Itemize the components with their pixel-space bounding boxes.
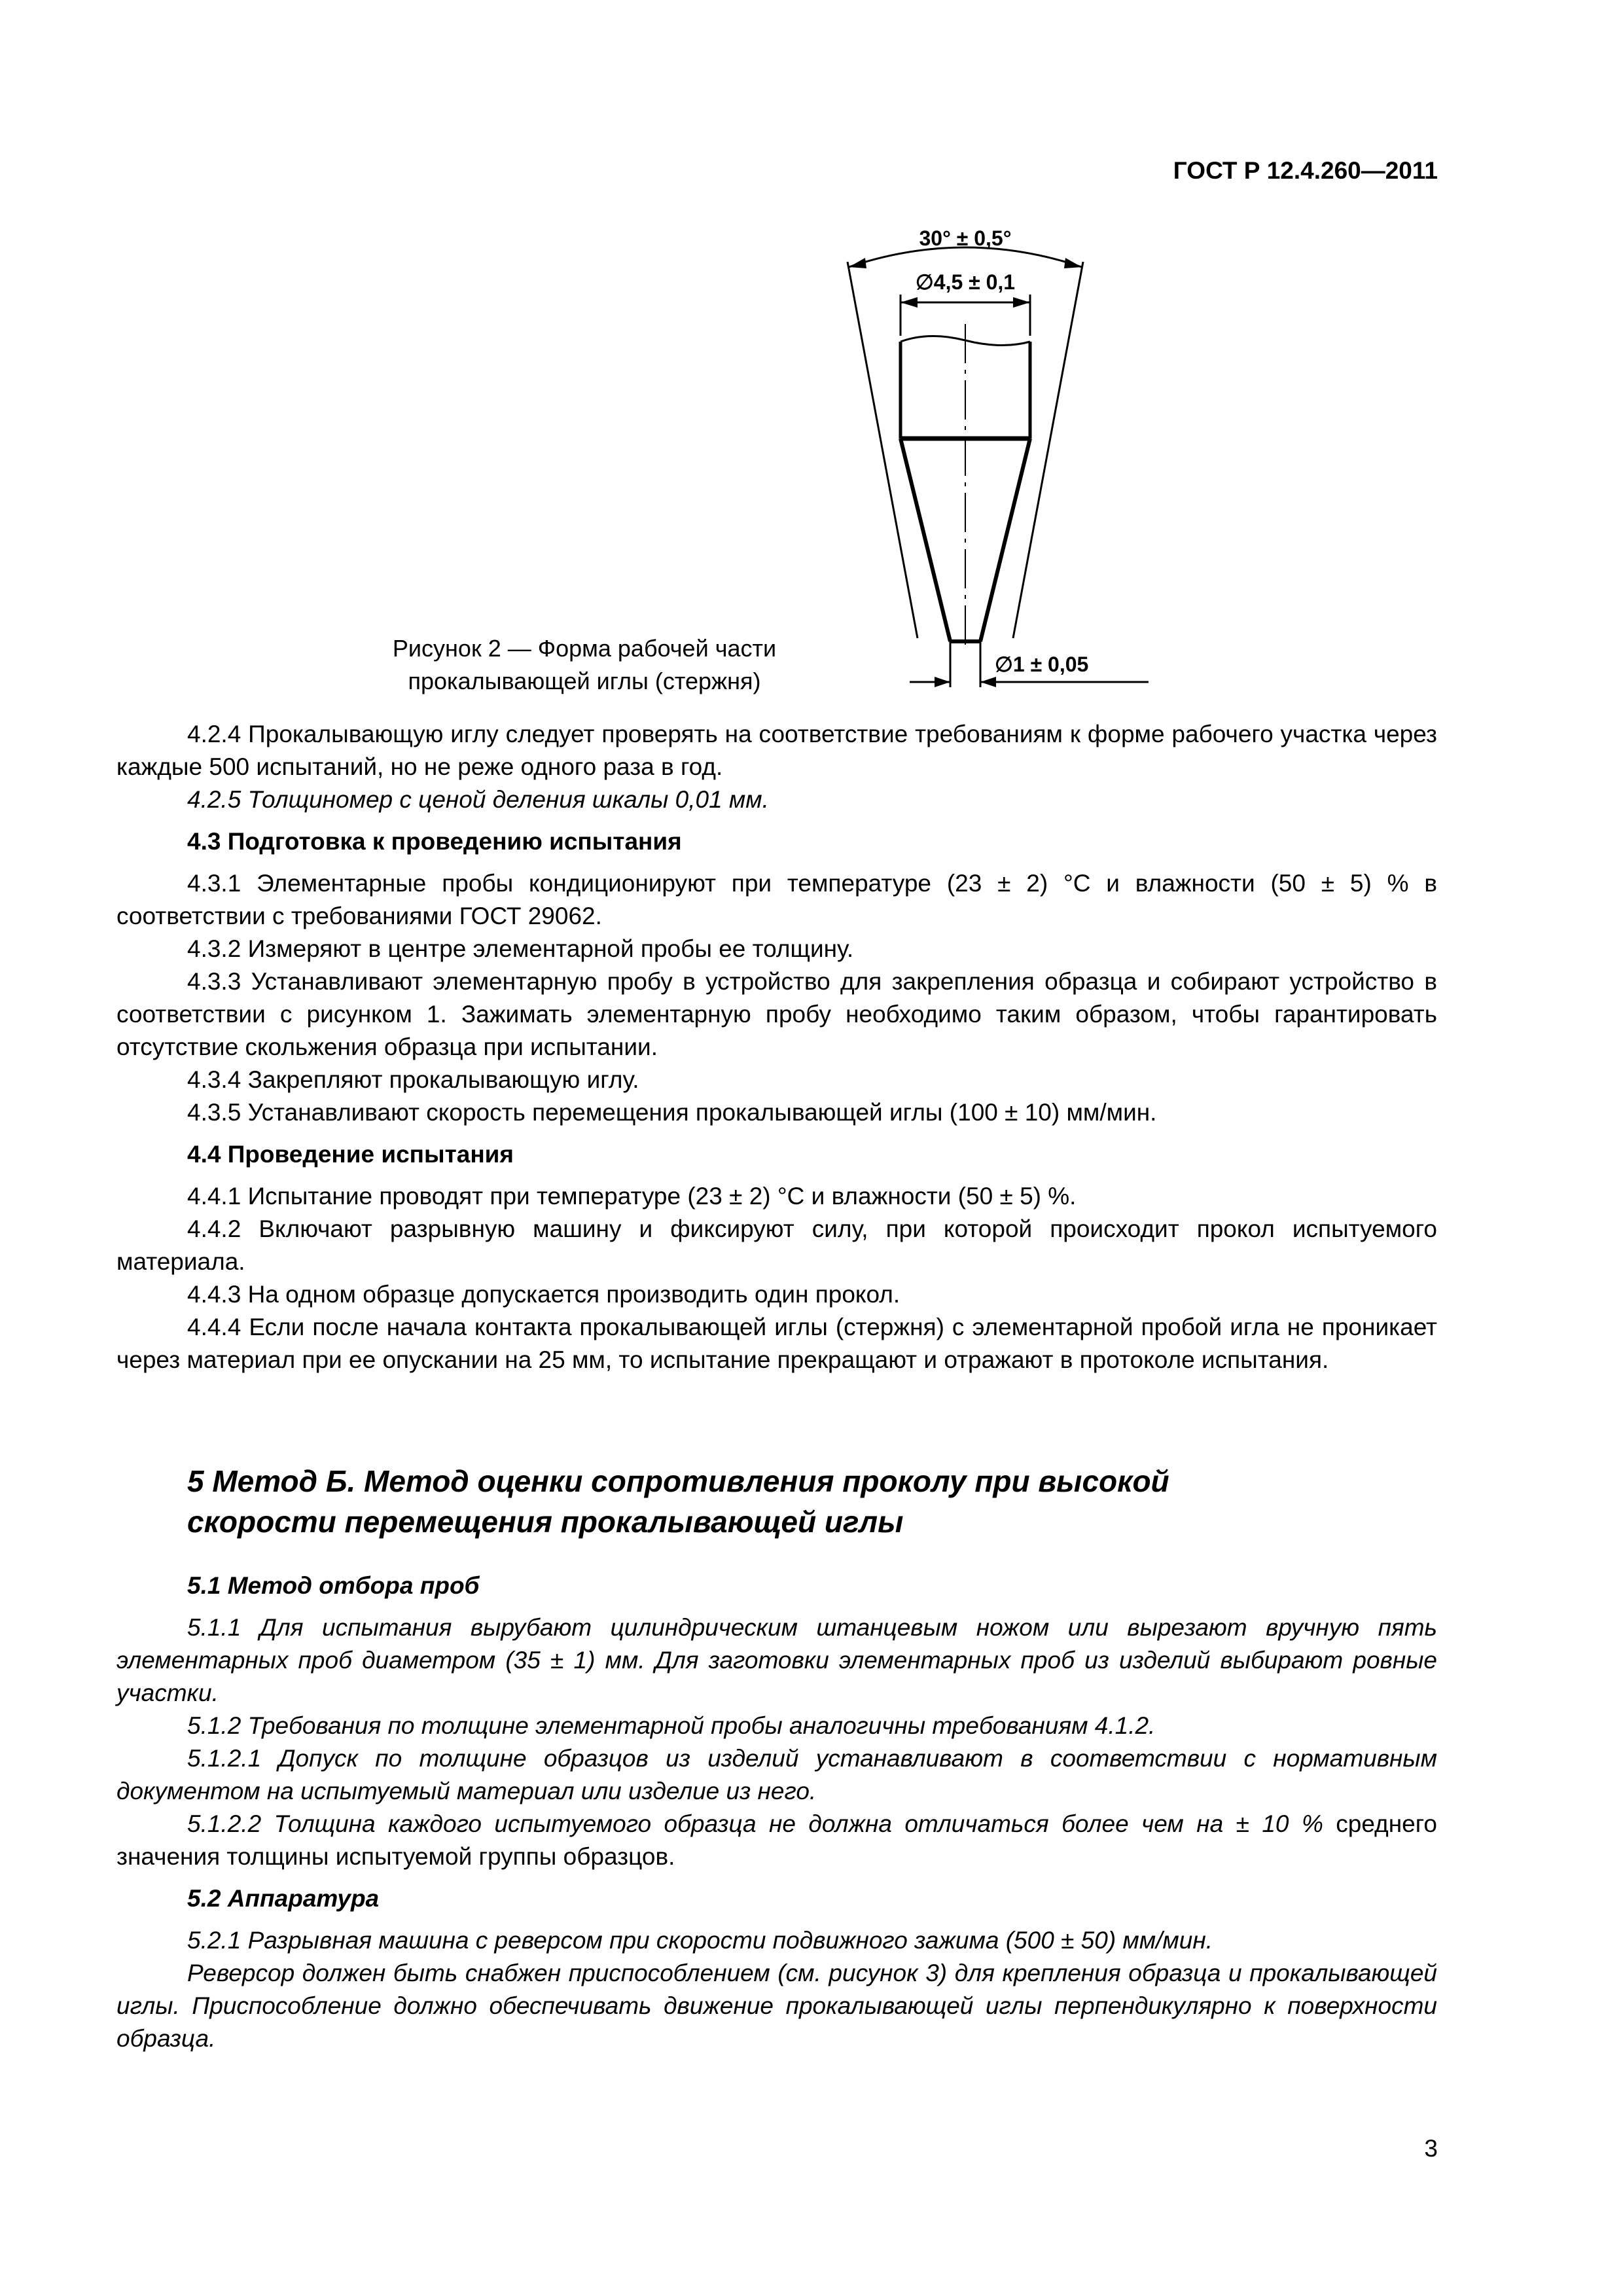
paragraph-5-1-2: 5.1.2 Требования по толщине элементарной пробы аналогичны требованиям 4.1.2. (187, 1712, 1156, 1739)
cone-left (901, 439, 950, 641)
heading-5-line1: 5 Метод Б. Метод оценки сопротивления проколу при высокой (187, 1464, 1169, 1498)
paragraph-4-2-4: 4.2.4 Прокалывающую иглу следует проверять на соответствие требованиям к форме рабочего участка через каждые 500 испытаний, но не реже одного раза в год. (116, 721, 1437, 780)
paragraph-4-4-4: 4.4.4 Если после начала контакта прокалывающей иглы (стержня) с элементарной пробой игла не проникает через материал при ее опускании на 25 мм, то испытание прекращают и отражают в протоколе испытания. (116, 1314, 1437, 1373)
figure-caption-line2: прокалывающей иглы (стержня) (408, 668, 761, 694)
angle-extension-left (847, 262, 918, 638)
heading-5-1: 5.1 Метод отбора проб (187, 1572, 480, 1599)
paragraph-5-1-2-2 (116, 1808, 1437, 1873)
paragraph-4-3-4: 4.3.4 Закрепляют прокалывающую иглу. (187, 1066, 639, 1093)
paragraph-5-2-1: 5.2.1 Разрывная машина с реверсом при скорости подвижного зажима (500 ± 50) мм/мин. (187, 1927, 1213, 1954)
heading-4-3: 4.3 Подготовка к проведению испытания (187, 828, 682, 855)
paragraph-5-1-2-2-rest: среднего значения толщины испытуемой группы образцов. (116, 1810, 1437, 1870)
paragraph-4-4-1: 4.4.1 Испытание проводят при температуре (23 ± 2) °С и влажности (50 ± 5) %. (187, 1183, 1077, 1210)
paragraph-5-1-1: 5.1.1 Для испытания вырубают цилиндрическим штанцевым ножом или вырезают вручную пять элементарных проб диаметром (35 ± 1) мм. Для заготовки элементарных проб из изделий выбирают ровные участки. (116, 1614, 1437, 1706)
angle-arc (849, 247, 1082, 267)
angle-extension-right (1013, 262, 1083, 638)
document-header: ГОСТ Р 12.4.260—2011 (1173, 157, 1438, 184)
section-4-body (116, 718, 1437, 1376)
paragraph-4-3-1: 4.3.1 Элементарные пробы кондиционируют при температуре (23 ± 2) °С и влажности (50 ± 5) % в соответствии с требованиями ГОСТ 29062. (116, 870, 1437, 929)
heading-5-2: 5.2 Аппаратура (187, 1885, 380, 1912)
paragraph-4-3-5: 4.3.5 Устанавливают скорость перемещения прокалывающей иглы (100 ± 10) мм/мин. (187, 1099, 1157, 1126)
tip-dimension-label: ∅1 ± 0,05 (995, 653, 1089, 676)
paragraph-5-2-1-b: Реверсор должен быть снабжен приспособлением (см. рисунок 3) для крепления образца и прокалывающей иглы. Приспособление должно обеспечивать движение прокалывающей иглы перпендикулярно к поверхности образца. (116, 1960, 1437, 2052)
paragraph-5-1-2-2-italic: 5.1.2.2 Толщина каждого испытуемого образца не должна отличаться более чем на ± 10 % (187, 1810, 1323, 1837)
shank-dimension-label: ∅4,5 ± 0,1 (915, 270, 1016, 294)
paragraph-4-4-3: 4.4.3 На одном образце допускается производить один прокол. (187, 1281, 901, 1308)
angle-dimension-label: 30° ± 0,5° (919, 226, 1012, 250)
cone-right (980, 439, 1030, 641)
figure-caption-line1: Рисунок 2 — Форма рабочей части (392, 635, 777, 662)
needle-figure (812, 216, 1152, 694)
paragraph-4-3-3: 4.3.3 Устанавливают элементарную пробу в устройство для закрепления образца и собирают устройство в соответствии с рисунком 1. Зажимать элементарную пробу необходимо таким образом, чтобы гарантировать отсутствие скольжения образца при испытании. (116, 968, 1437, 1060)
figure-caption (359, 632, 810, 698)
heading-5-line2: скорости перемещения прокалывающей иглы (187, 1505, 904, 1539)
paragraph-4-3-2: 4.3.2 Измеряют в центре элементарной пробы ее толщину. (187, 935, 854, 962)
section-5-body (116, 1461, 1437, 2055)
paragraph-5-1-2-1: 5.1.2.1 Допуск по толщине образцов из изделий устанавливают в соответствии с нормативным документом на испытуемый материал или изделие из него. (116, 1745, 1437, 1804)
heading-4-4: 4.4 Проведение испытания (187, 1141, 514, 1168)
paragraph-4-2-5: 4.2.5 Толщиномер с ценой деления шкалы 0,01 мм. (187, 786, 769, 813)
paragraph-4-4-2: 4.4.2 Включают разрывную машину и фиксируют силу, при которой происходит прокол испытуемого материала. (116, 1215, 1437, 1275)
page-number: 3 (1424, 2135, 1438, 2162)
